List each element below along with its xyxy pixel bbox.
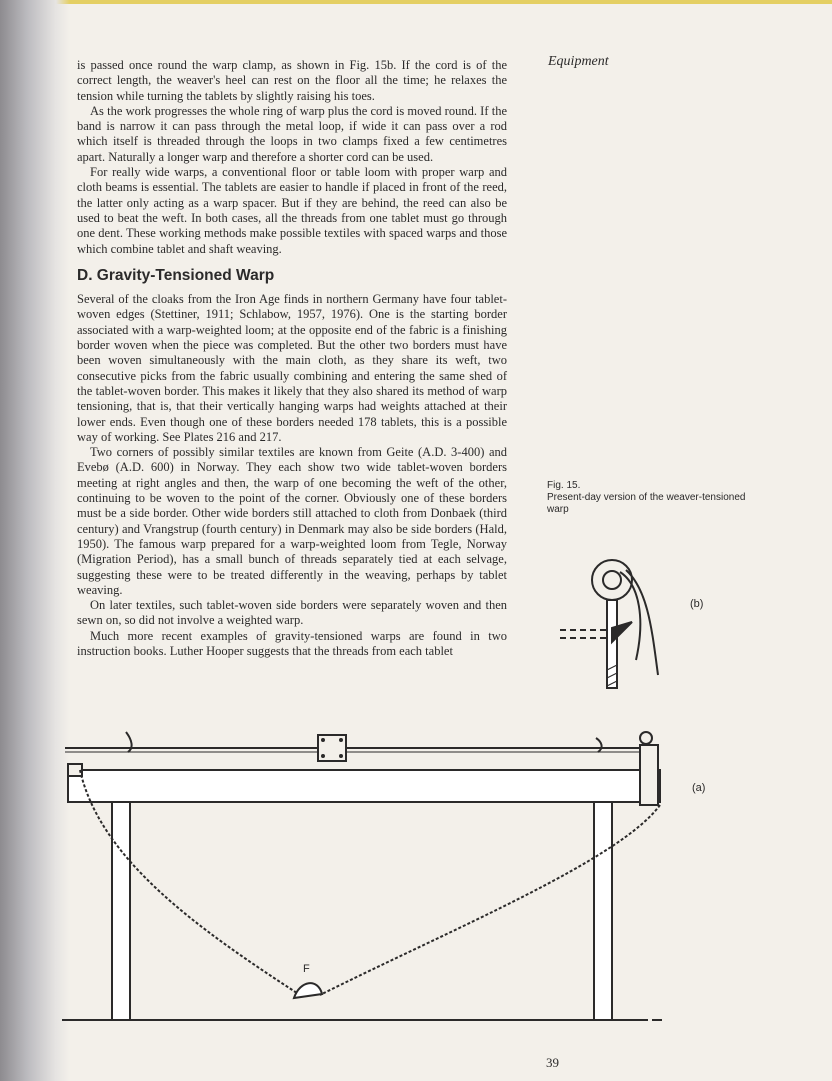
table-leg-right [594,802,612,1020]
warp-clamp-ring [640,732,652,744]
paragraph-2: As the work progresses the whole ring of warp plus the cord is moved round. If the band is narrow it can pass through the metal loop, if wide it can pass over a rod which itself is threaded through the loops in two clamps fixed a few centimetres apart. Naturally a longer warp and therefore a shorter cord can be used. [77,103,507,164]
figure-label-a: (a) [692,782,706,794]
right-clamp [640,745,658,805]
running-header: Equipment [548,54,609,69]
clamp-ring-outer [592,560,632,600]
figure-caption-number: Fig. 15. [547,480,581,491]
left-clamp [68,764,82,776]
page-number: 39 [546,1055,559,1070]
paragraph-3: For really wide warps, a conventional floor or table loom with proper warp and cloth beams is essential. The tablets are easier to handle if placed in front of the reed, the latter only acting as a warp spacer. But if they are behind, the reed can also be used to beat the weft. In both cases, all the threads from one tablet must go through one dent. These working methods make possible textiles with spaced warps and those which combine tablet and shaft weaving. [77,165,507,256]
paragraph-7: Much more recent examples of gravity-tensioned warps are found in two instruction books. Luther Hooper suggests that the threads from each tablet [77,628,507,658]
clamp-post [607,600,617,688]
paragraph-1: is passed once round the warp clamp, as shown in Fig. 15b. If the cord is of the correct length, the weaver's heel can rest on the floor all the time; he relaxes the tension while turning the tablets by slightly raising his toes. [77,58,507,103]
figure-label-b: (b) [690,598,704,610]
clamp-ring-inner [603,571,621,589]
paragraph-4: Several of the cloaks from the Iron Age finds in northern Germany have four tablet-woven edges (Stettiner, 1911; Schlabow, 1957, 1976). One is the starting border associated with a warp-weighted loom; at the opposite end of the fabric is a finishing border woven when the piece was completed. But the other two borders must have been woven simultaneously with the main cloth, as they share its weft, two consecutive picks from the fabric usually combining and entering the same shed of the tablet-woven border. This makes it likely that they also shared its method of warp tensioning, that is, that their vertically hanging warps had weights attached at their lower ends. Even though one of these borders needed 178 tablets, this is a possible way of working. See Plates 216 and 217. [77,292,507,444]
table-drawing [62,732,662,1020]
right-knot [596,738,602,752]
paragraph-5: Two corners of possibly similar textiles are known from Geite (A.D. 3-400) and Evebø (A.D. 600) in Norway. They each show two wide tablet-woven borders meeting at right angles and then, the warp of one becoming the weft of the other, continuing to be woven to the point of the corner. Obviously one of these borders must be a side border. Other wide borders still attached to cloth from Donbaek (third century) and Vrangstrup (fourth century) in Denmark may also be side borders (Hald, 1950). The famous warp prepared for a warp-weighted loom from Tegle, Norway (Migration Period), has a small bunch of threads separately tied at each selvage, suggesting these were to be treated differently in the weaving, perhaps by tablet weaving. [77,445,507,597]
table-top [68,770,660,802]
figure-label-f: F [303,963,310,975]
foot-loop [294,983,322,998]
figure-caption-text: Present-day version of the weaver-tensioned warp [547,492,746,515]
paragraph-6: On later textiles, such tablet-woven side borders were separately woven and then sewn on, so did not involve a weighted warp. [77,598,507,628]
table-leg-left [112,802,130,1020]
clamp-ring-detail [560,560,658,688]
section-heading: D. Gravity-Tensioned Warp [77,266,275,284]
